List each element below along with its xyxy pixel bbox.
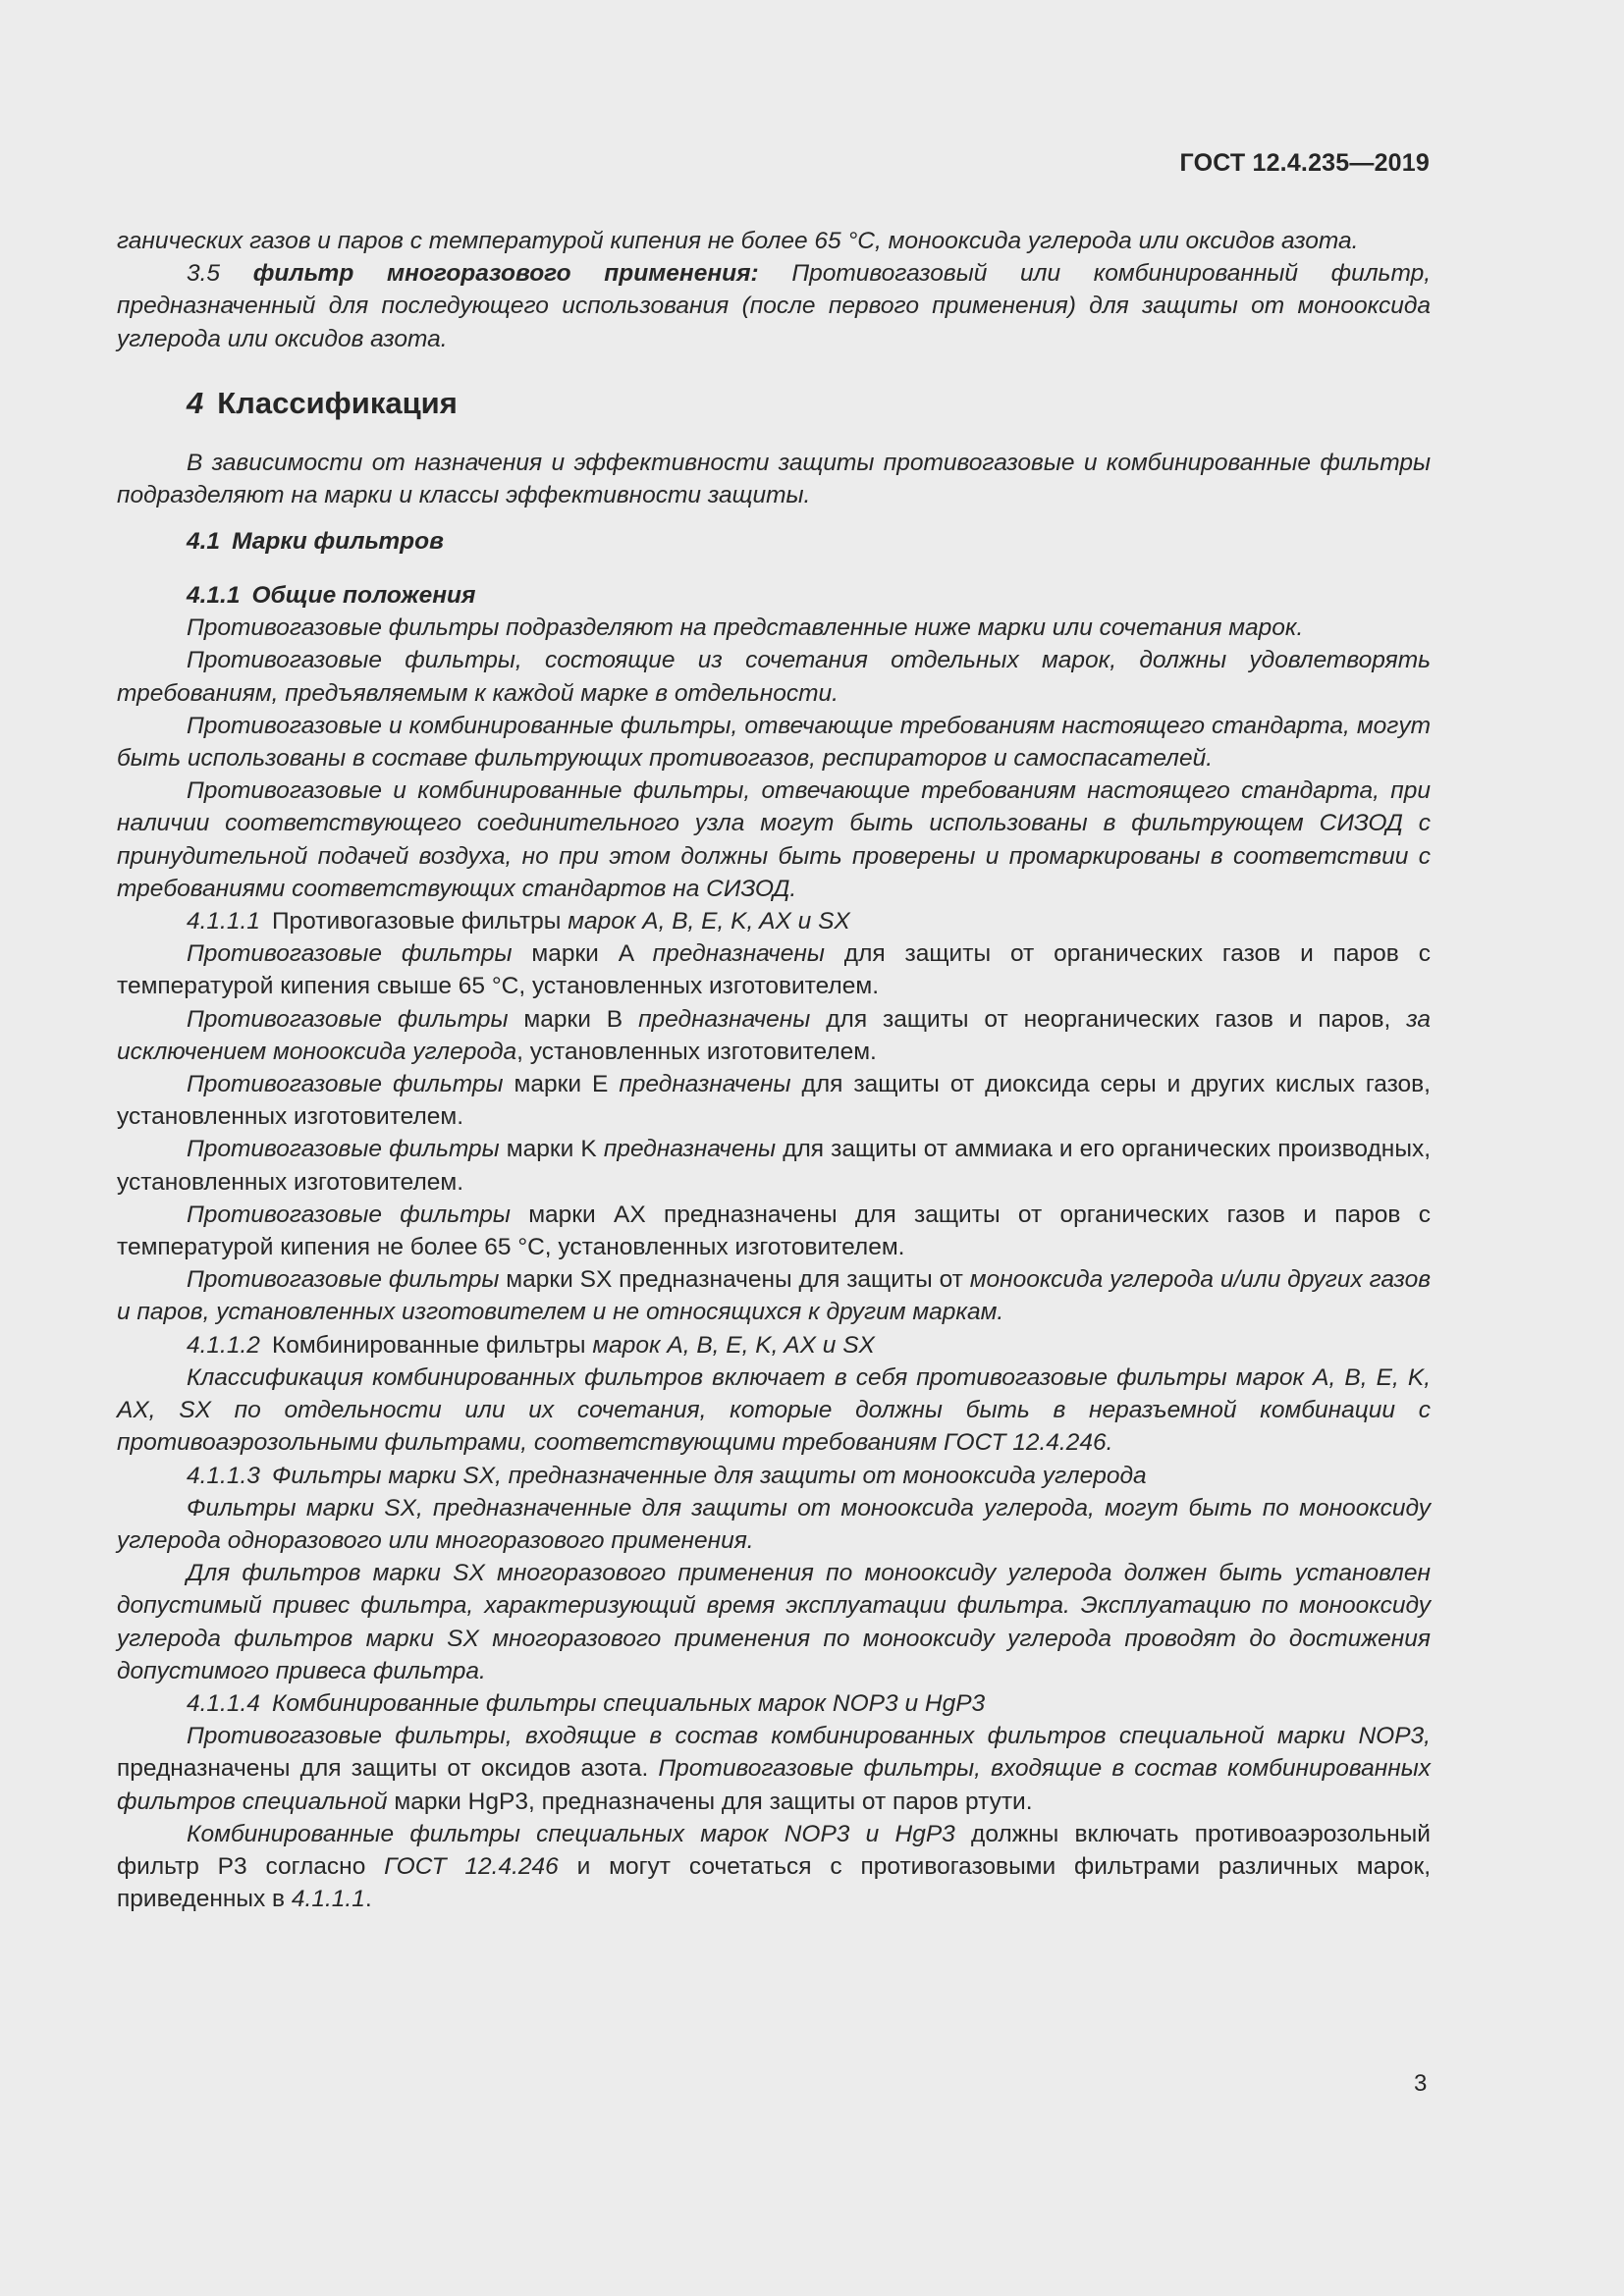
text-plain: .	[364, 1886, 372, 1913]
general-paragraph: Противогазовые и комбинированные фильтры, отвечающие требованиям настоящего стандарта, могут быть использованы в составе фильтрующих противогазов, респираторов и самоспасателей.	[117, 712, 1431, 773]
text-italic: Противогазовые фильтры	[187, 1005, 509, 1033]
clause-title-plain: Комбинированные фильтры	[271, 1331, 586, 1359]
term-number: 3.5	[187, 260, 221, 288]
clause-4-1-1-4-heading	[117, 1687, 1431, 1720]
text-italic: Противогазовые фильтры	[187, 1201, 511, 1228]
sx-paragraph: Фильтры марки SX, предназначенные для защиты от монооксида углерода, могут быть по монооксиду углерода одноразового или многоразового применения.	[117, 1494, 1431, 1554]
text-plain: предназначены для защиты от оксидов азота.	[117, 1755, 659, 1783]
text-plain: для защиты от неорганических газов и паров,	[810, 1005, 1407, 1033]
section-title: Классификация	[217, 385, 458, 420]
clause-title-italic: марок A, B, E, K, AX и SX	[568, 908, 850, 935]
clause-reference: 4.1.1.1	[291, 1886, 365, 1913]
combined-classification-paragraph: Классификация комбинированных фильтров включает в себя противогазовые фильтры марок A, B, E, K, AX, SX по отдельности или их сочетания, которые должны быть в неразъемной комбинации с противоаэрозольными фильтрами, соответствующими требованиям ГОСТ 12.4.246.	[117, 1363, 1431, 1457]
section-4-intro: В зависимости от назначения и эффективности защиты противогазовые и комбинированные фильтры подразделяют на марки и классы эффективности защиты.	[117, 449, 1431, 509]
text-italic: Противогазовые фильтры	[187, 940, 513, 968]
sx-reusable-paragraph: Для фильтров марки SX многоразового применения по монооксиду углерода должен быть установлен допустимый привес фильтра, характеризующий время эксплуатации фильтра. Эксплуатацию по монооксиду углерода фильтров марки SX многоразового применения по монооксиду углерода проводят до достижения допустимого привеса фильтра.	[117, 1560, 1431, 1684]
subsection-title: Марки фильтров	[232, 528, 444, 556]
subsection-number: 4.1.1	[187, 582, 241, 610]
standard-reference: ГОСТ 12.4.246	[384, 1852, 559, 1880]
text-plain: марки E	[503, 1071, 620, 1098]
text-plain: марки AX предназначены для защиты от органических газов и паров с температурой кипения не более 65 °С, установленных изготовителем.	[117, 1201, 1431, 1261]
text-italic: предназначены	[603, 1136, 777, 1163]
clause-title: Фильтры марки SX, предназначенные для защиты от монооксида углерода	[271, 1462, 1147, 1489]
text-plain: марки A	[512, 940, 653, 968]
page-body	[117, 225, 1431, 1915]
text-plain: марки HgP3, предназначены для защиты от паров ртути.	[387, 1788, 1033, 1815]
text-italic: Комбинированные фильтры специальных марок NOP3 и HgP3	[187, 1820, 955, 1847]
subsection-title: Общие положения	[251, 582, 476, 610]
subsection-4-1-1-heading	[187, 579, 1431, 612]
text-plain: для защиты от аммиака и его органических производных, установленных изготовителем.	[117, 1136, 1431, 1196]
text-plain: должны включать противоаэрозольный фильтр P3 согласно	[117, 1820, 1431, 1880]
text-italic: предназначены	[619, 1071, 791, 1098]
clause-number: 4.1.1.1	[187, 908, 260, 935]
clause-4-1-1-3-heading	[117, 1460, 1431, 1492]
text-italic: предназначены	[652, 940, 825, 968]
nop3-hgp3-paragraph	[117, 1720, 1431, 1818]
text-plain: , установленных изготовителем.	[516, 1038, 877, 1065]
clause-4-1-1-1-heading	[117, 905, 1431, 937]
text-italic: предназначены	[638, 1005, 811, 1033]
term-name: фильтр многоразового применения:	[252, 260, 759, 288]
continuation-paragraph: ганических газов и паров с температурой кипения не более 65 °С, монооксида углерода или оксидов азота.	[117, 228, 1359, 254]
term-definition: Противогазовый или комбинированный фильтр, предназначенный для последующего использования (после первого применения) для защиты от монооксида углерода или оксидов азота.	[117, 260, 1432, 352]
clause-number: 4.1.1.2	[187, 1331, 260, 1359]
text-italic: Противогазовые фильтры	[187, 1266, 500, 1294]
term-3-5	[117, 257, 1431, 355]
general-paragraph: Противогазовые и комбинированные фильтры, отвечающие требованиям настоящего стандарта, при наличии соответствующего соединительного узла могут быть использованы в фильтрующем СИЗОД с принудительной подачей воздуха, но при этом должны быть проверены и промаркированы в соответствии с требованиями соответствующих стандартов на СИЗОД.	[117, 777, 1431, 902]
clause-title-plain: Противогазовые фильтры	[271, 908, 562, 935]
clause-title-italic: марок A, B, E, K, AX и SX	[592, 1331, 875, 1359]
text-plain: марки B	[508, 1005, 639, 1033]
section-4-heading	[187, 384, 1431, 423]
text-italic: Противогазовые фильтры, входящие в состав комбинированных фильтров специальной марки NOP3,	[187, 1723, 1431, 1750]
subsection-4-1-heading	[187, 525, 1431, 558]
text-italic: монооксида углерода и/или других газов и паров, установленных изготовителем и не относящихся к другим маркам.	[117, 1266, 1431, 1326]
section-number: 4	[187, 385, 204, 420]
clause-number: 4.1.1.4	[187, 1689, 260, 1717]
mark-e-paragraph	[117, 1068, 1431, 1133]
text-plain: и могут сочетаться с противогазовыми фильтрами различных марок, приведенных в	[117, 1852, 1432, 1913]
page-number: 3	[1414, 2070, 1428, 2097]
text-plain: для защиты от органических газов и паров с температурой кипения свыше 65 °С, установленных изготовителем.	[117, 940, 1431, 1000]
text-plain: марки SX предназначены для защиты от	[499, 1266, 970, 1294]
clause-number: 4.1.1.3	[187, 1462, 260, 1489]
text-italic: Противогазовые фильтры	[187, 1136, 500, 1163]
mark-ax-paragraph	[117, 1199, 1431, 1263]
standard-code-header: ГОСТ 12.4.235—2019	[1179, 149, 1430, 177]
mark-sx-paragraph	[117, 1263, 1431, 1328]
general-paragraph: Противогазовые фильтры подразделяют на представленные ниже марки или сочетания марок.	[187, 614, 1304, 642]
subsection-number: 4.1	[187, 528, 221, 556]
clause-4-1-1-2-heading	[117, 1329, 1431, 1362]
clause-title: Комбинированные фильтры специальных марок NOP3 и HgP3	[271, 1689, 986, 1717]
combined-special-paragraph	[117, 1818, 1431, 1916]
text-plain: для защиты от диоксида серы и других кислых газов, установленных изготовителем.	[117, 1071, 1431, 1131]
general-paragraph: Противогазовые фильтры, состоящие из сочетания отдельных марок, должны удовлетворять требованиям, предъявляемым к каждой марке в отдельности.	[117, 647, 1431, 707]
mark-a-paragraph	[117, 937, 1431, 1002]
mark-k-paragraph	[117, 1133, 1431, 1198]
text-italic: Противогазовые фильтры	[187, 1071, 504, 1098]
mark-b-paragraph	[117, 1003, 1431, 1068]
text-italic: за исключением монооксида углерода	[117, 1005, 1431, 1065]
text-italic: Противогазовые фильтры, входящие в состав комбинированных фильтров специальной	[117, 1755, 1431, 1815]
text-plain: марки K	[499, 1136, 604, 1163]
